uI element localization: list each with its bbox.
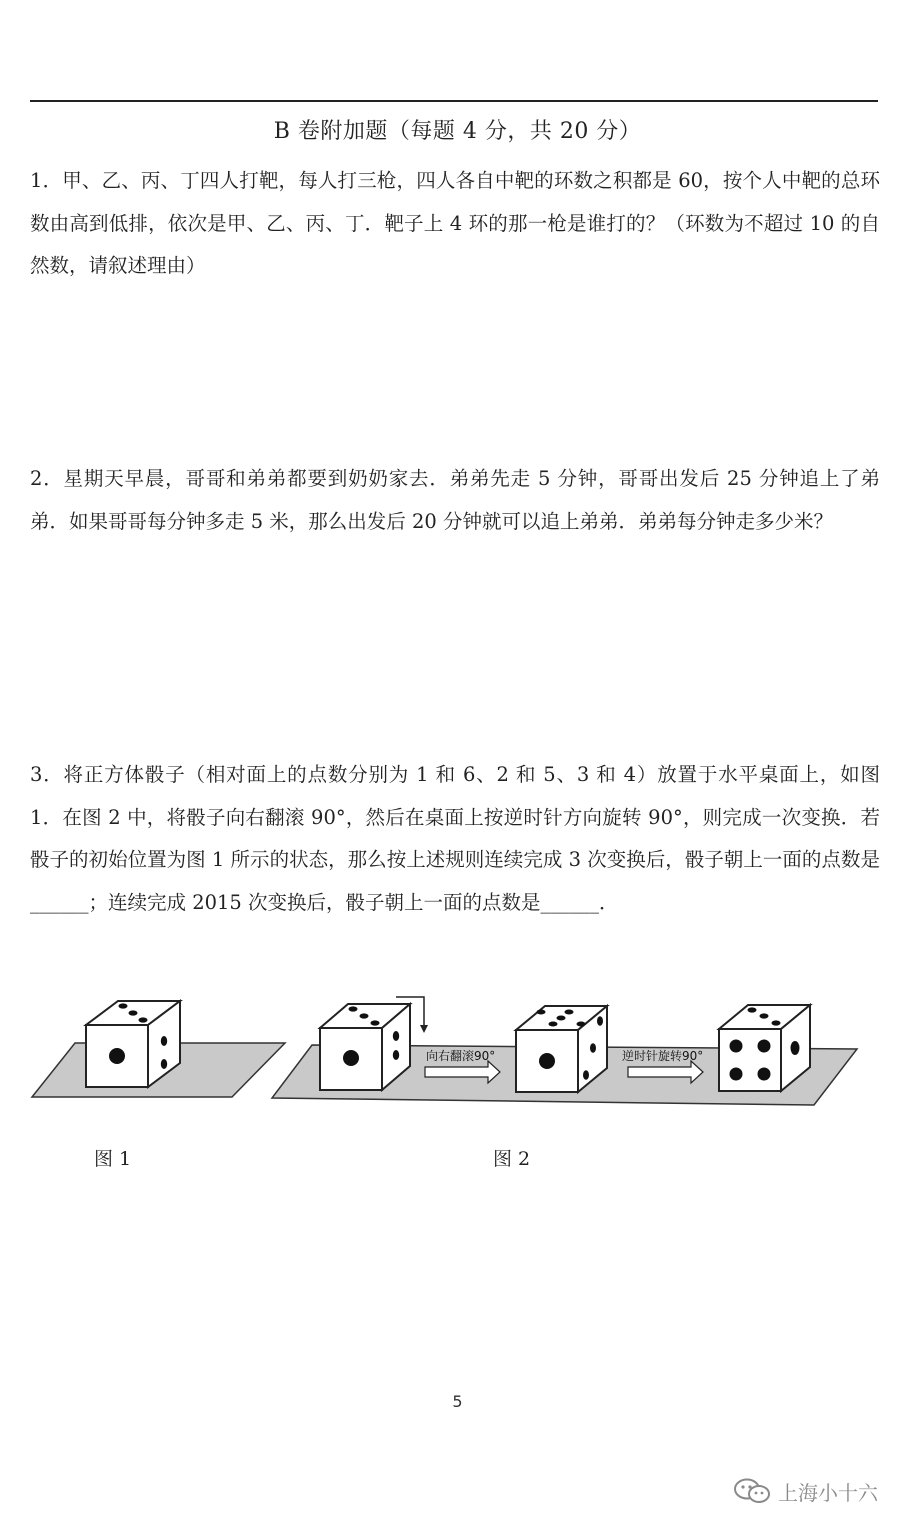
figure-2-caption: 图 2 xyxy=(493,1148,531,1170)
dice-figures xyxy=(0,985,915,1125)
section-title: B 卷附加题（每题 4 分，共 20 分） xyxy=(273,119,642,144)
figure-1-caption: 图 1 xyxy=(94,1148,132,1170)
page-number: 5 xyxy=(452,1392,463,1411)
fig2-die-b xyxy=(516,1006,607,1092)
fig1-die xyxy=(86,1001,180,1087)
question-1: 1．甲、乙、丙、丁四人打靶，每人打三枪，四人各自中靶的环数之积都是 60，按个人中靶的总环数由高到低排，依次是甲、乙、丙、丁．靶子上 4 环的那一枪是谁打的？（环数为不超过 10 的自然数，请叙述理由） xyxy=(30,169,880,277)
arrow1-label: 向右翻滚90° xyxy=(426,1049,496,1063)
question-3: 3．将正方体骰子（相对面上的点数分别为 1 和 6、2 和 5、3 和 4）放置于水平桌面上，如图 1．在图 2 中，将骰子向右翻滚 90°，然后在桌面上按逆时针方向旋转 90°，则完成一次变换．若骰子的初始位置为图 1 所示的状态，那么按上述规则连续完成 3 次变换后，骰子朝上一面的点数是______；连续完成 2015 次变换后，骰子朝上一面的点数是______． xyxy=(30,763,880,914)
question-2: 2．星期天早晨，哥哥和弟弟都要到奶奶家去．弟弟先走 5 分钟，哥哥出发后 25 分钟追上了弟弟．如果哥哥每分钟多走 5 米，那么出发后 20 分钟就可以追上弟弟．弟弟每分钟走多少米？ xyxy=(30,467,880,533)
header-rule xyxy=(30,100,878,102)
arrow2-label: 逆时针旋转90° xyxy=(622,1049,704,1063)
watermark-text: 上海小十六 xyxy=(778,1481,878,1505)
watermark xyxy=(732,1473,902,1509)
fig2-die-c xyxy=(719,1005,810,1091)
wechat-icon xyxy=(732,1477,772,1505)
